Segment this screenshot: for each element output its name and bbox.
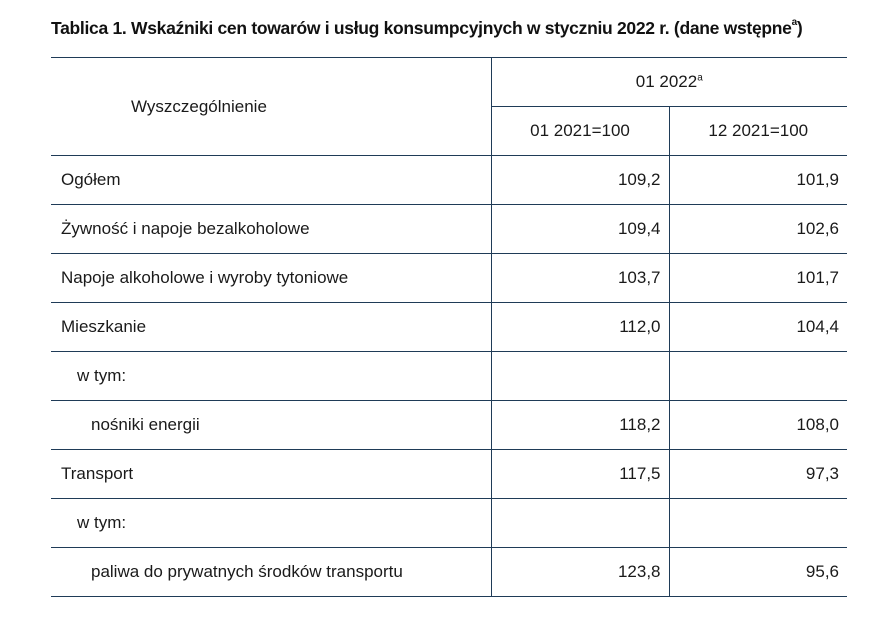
period-footnote-marker: a bbox=[697, 72, 703, 84]
column-header-label: Wyszczególnienie bbox=[51, 58, 491, 156]
period-text: 01 2022 bbox=[635, 72, 698, 91]
table-row bbox=[51, 548, 847, 597]
row-value-01-2021: 103,7 bbox=[491, 254, 669, 303]
table-title-footnote-marker: a bbox=[791, 17, 797, 29]
table-row bbox=[51, 499, 847, 548]
table-row bbox=[51, 205, 847, 254]
row-value-12-2021: 97,3 bbox=[669, 450, 847, 499]
row-value-12-2021: 101,9 bbox=[669, 156, 847, 205]
row-value-01-2021: 123,8 bbox=[491, 548, 669, 597]
row-value-12-2021: 104,4 bbox=[669, 303, 847, 352]
row-value-01-2021 bbox=[491, 499, 669, 548]
row-label: Żywność i napoje bezalkoholowe bbox=[51, 205, 491, 254]
table-title-close: ) bbox=[796, 18, 803, 38]
table-row bbox=[51, 254, 847, 303]
price-index-table bbox=[51, 57, 847, 597]
row-label-subgroup: w tym: bbox=[51, 499, 491, 548]
row-label: nośniki energii bbox=[51, 401, 491, 450]
row-label: Mieszkanie bbox=[51, 303, 491, 352]
row-value-12-2021: 95,6 bbox=[669, 548, 847, 597]
row-value-01-2021: 117,5 bbox=[491, 450, 669, 499]
row-value-01-2021: 109,4 bbox=[491, 205, 669, 254]
row-value-01-2021: 118,2 bbox=[491, 401, 669, 450]
row-label: Ogółem bbox=[51, 156, 491, 205]
row-value-01-2021: 112,0 bbox=[491, 303, 669, 352]
row-value-12-2021: 102,6 bbox=[669, 205, 847, 254]
row-label: paliwa do prywatnych środków transportu bbox=[51, 548, 491, 597]
row-label: Transport bbox=[51, 450, 491, 499]
row-value-12-2021 bbox=[669, 499, 847, 548]
row-value-12-2021 bbox=[669, 352, 847, 401]
table-row bbox=[51, 303, 847, 352]
table-row bbox=[51, 401, 847, 450]
row-value-01-2021: 109,2 bbox=[491, 156, 669, 205]
table-title bbox=[51, 18, 866, 39]
table-row bbox=[51, 156, 847, 205]
column-header-period bbox=[491, 58, 847, 107]
row-label-subgroup: w tym: bbox=[51, 352, 491, 401]
row-value-12-2021: 101,7 bbox=[669, 254, 847, 303]
row-value-12-2021: 108,0 bbox=[669, 401, 847, 450]
row-label: Napoje alkoholowe i wyroby tytoniowe bbox=[51, 254, 491, 303]
table-title-text: Tablica 1. Wskaźniki cen towarów i usług konsumpcyjnych w styczniu 2022 r. (dane wstępne bbox=[51, 18, 792, 38]
table-row bbox=[51, 352, 847, 401]
table-header-row bbox=[51, 58, 847, 107]
row-value-01-2021 bbox=[491, 352, 669, 401]
column-header-base-12-2021: 12 2021=100 bbox=[669, 107, 847, 156]
column-header-base-01-2021: 01 2021=100 bbox=[491, 107, 669, 156]
table-row bbox=[51, 450, 847, 499]
